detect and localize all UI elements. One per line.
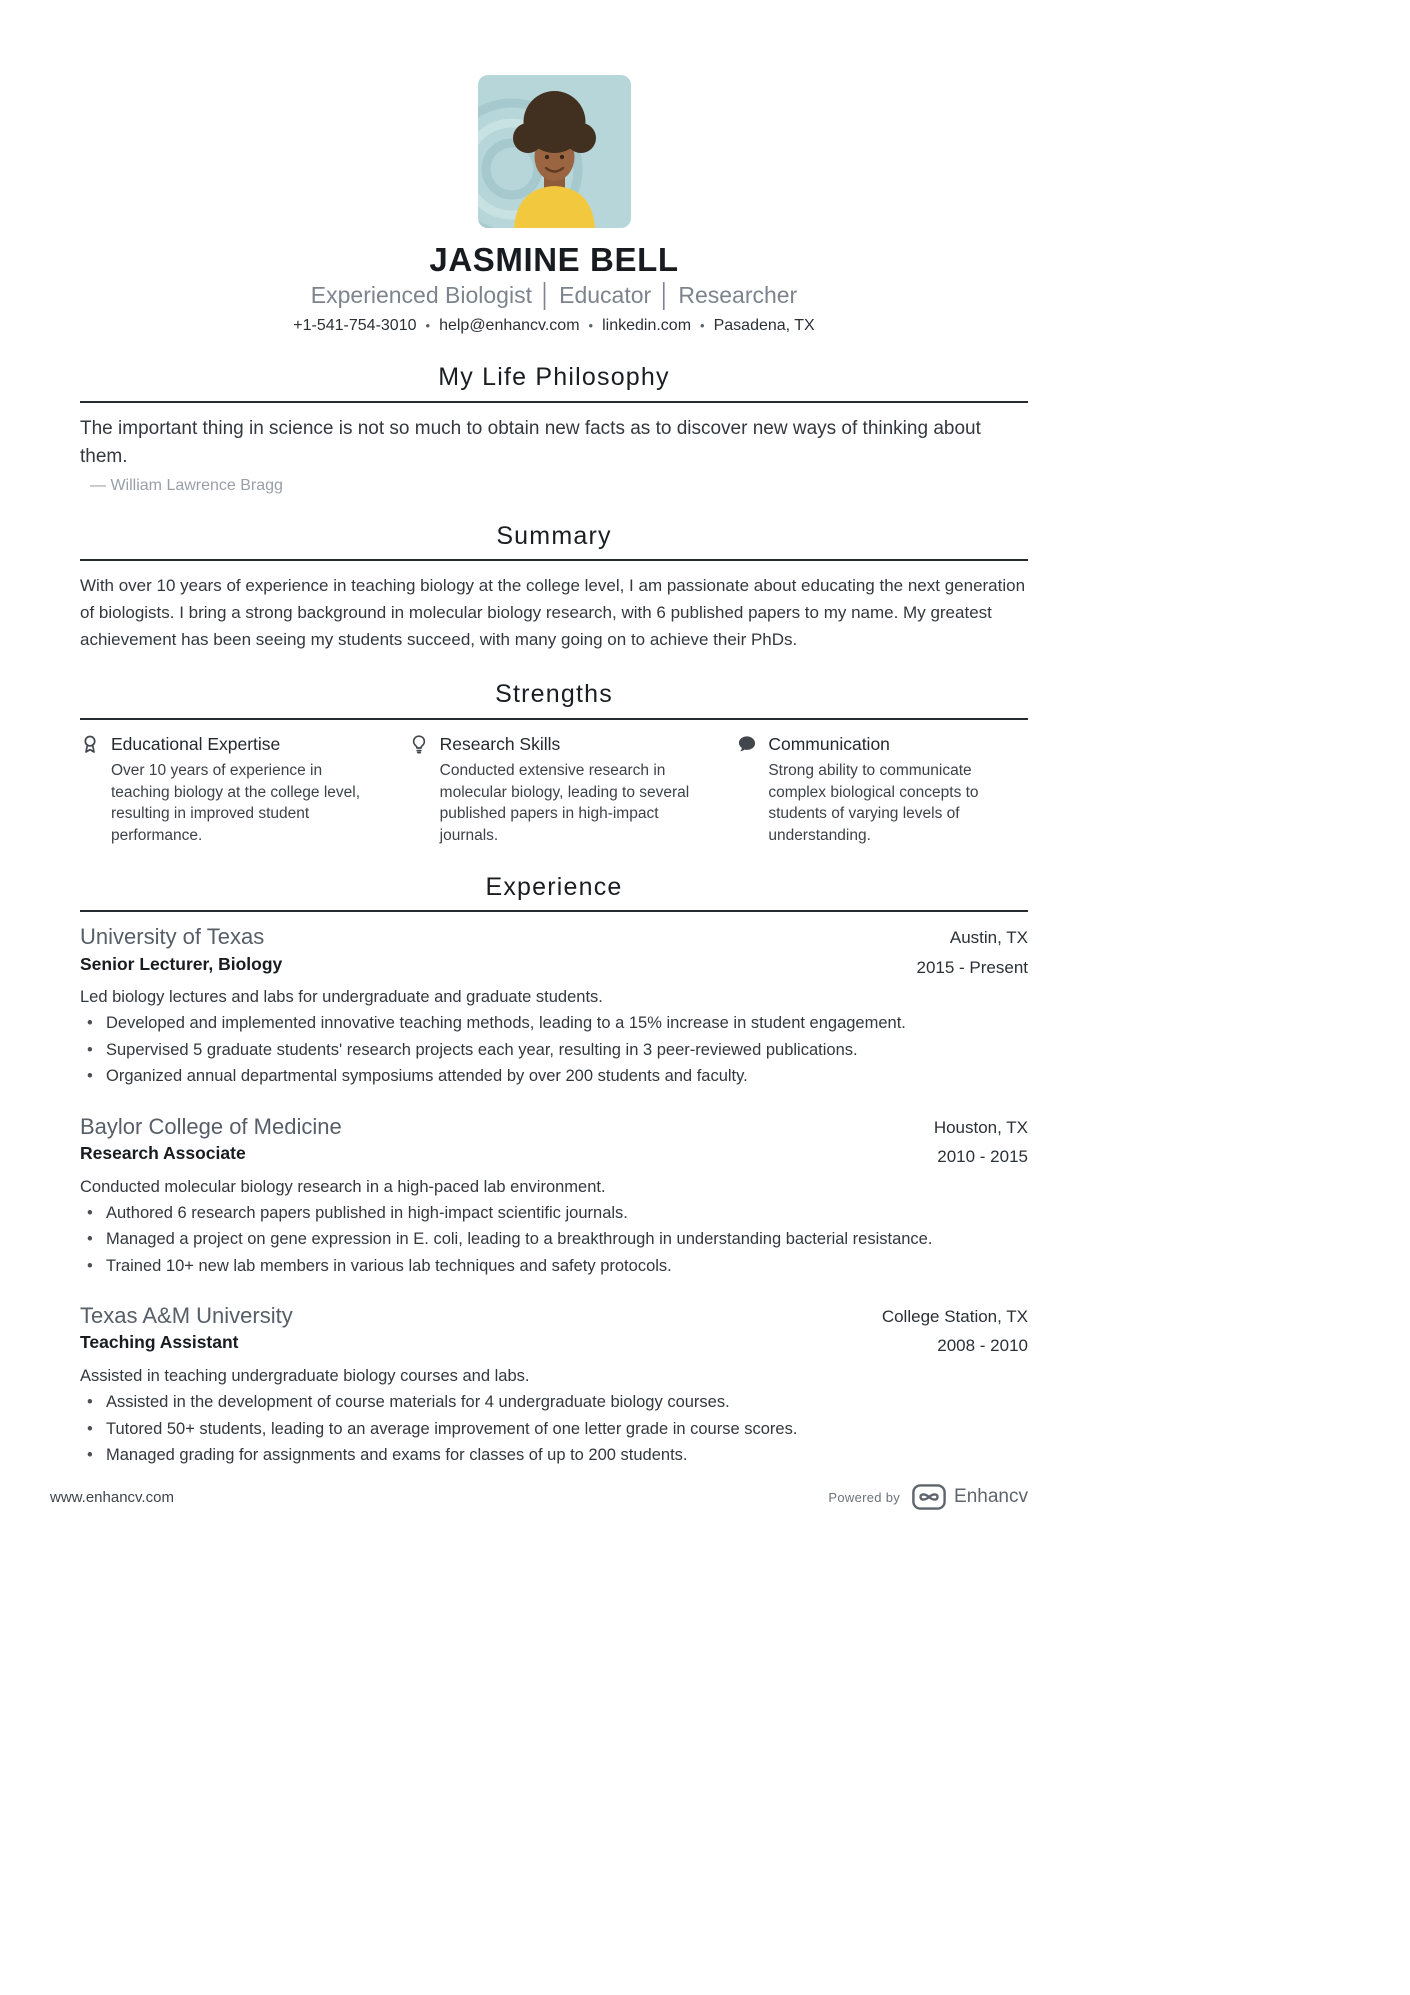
job-title: Teaching Assistant [80,1332,239,1353]
location: Pasadena, TX [713,316,815,334]
job-header-left [80,924,282,974]
strengths-grid [80,734,1028,847]
job-header-right [934,1114,1028,1168]
website-link[interactable]: www.enhancv.com [50,1488,174,1506]
job-dates: 2015 - Present [916,957,1028,977]
bullet-item: • Tutored 50+ students, leading to an average improvement of one letter grade in course scores. [80,1419,1028,1440]
strength-header [80,734,371,754]
strength-text: Conducted extensive research in molecular biology, leading to several published papers in high-impact journals. [439,761,690,844]
job-header [80,924,1028,978]
job-header-right [916,924,1028,978]
bullet-item: • Trained 10+ new lab members in various lab techniques and safety protocols. [80,1256,1028,1277]
strength-title: Communication [768,733,890,754]
strength-title: Research Skills [439,733,561,754]
philosophy-section-title: My Life Philosophy [80,363,1028,403]
separator-dot: • [425,317,431,333]
strength-header [737,734,1028,754]
job-header-left [80,1114,342,1164]
enhancv-logo [912,1484,1028,1510]
job-title: Research Associate [80,1143,246,1164]
job-dates: 2008 - 2010 [937,1336,1028,1356]
job-title: Senior Lecturer, Biology [80,953,283,974]
job-location: College Station, TX [881,1307,1028,1327]
powered-by-label: Powered by [828,1489,901,1505]
contact-row [80,316,1028,335]
section-philosophy [80,363,1028,496]
strength-item [737,734,1028,847]
strength-header [409,734,700,754]
enhancv-logo-icon [912,1484,946,1510]
job-entry [80,924,1028,1087]
strength-item [80,734,371,847]
email-link[interactable]: help@enhancv.com [439,316,580,334]
strengths-section-title: Strengths [80,680,1028,720]
quote-attribution: — William Lawrence Bragg [90,476,283,494]
bullet-item: • Supervised 5 graduate students' research projects each year, resulting in 3 peer-reviewed publications. [80,1040,1028,1061]
strength-text: Strong ability to communicate complex biological concepts to students of varying levels of understanding. [768,761,979,844]
job-bullets [80,1013,1028,1087]
job-bullets [80,1392,1028,1466]
medal-icon [80,734,100,754]
company-name: University of Texas [80,924,265,950]
headline: Experienced Biologist │ Educator │ Researcher [310,282,798,309]
resume-content [80,0,1028,1466]
job-entry [80,1303,1028,1466]
bullet-item: • Developed and implemented innovative teaching methods, leading to a 15% increase in student engagement. [80,1013,1028,1034]
philosophy-quote: The important thing in science is not so much to obtain new facts as to discover new ways of thinking about them. [80,417,981,468]
company-name: Baylor College of Medicine [80,1113,342,1139]
job-dates: 2010 - 2015 [937,1147,1028,1167]
job-header [80,1114,1028,1168]
job-header-right [882,1303,1028,1357]
footer [50,1484,1028,1510]
bullet-item: • Authored 6 research papers published in high-impact scientific journals. [80,1203,1028,1224]
section-summary [80,522,1028,654]
job-header [80,1303,1028,1357]
job-location: Houston, TX [933,1117,1028,1137]
profile-photo [478,75,631,228]
footer-branding [828,1484,1028,1510]
section-strengths [80,680,1028,847]
bullet-item: • Organized annual departmental symposiums attended by over 200 students and faculty. [80,1066,1028,1087]
strength-title: Educational Expertise [111,733,281,754]
job-location: Austin, TX [949,928,1028,948]
section-experience [80,873,1028,1467]
job-entry [80,1114,1028,1277]
bullet-item: • Assisted in the development of course materials for 4 undergraduate biology courses. [80,1392,1028,1413]
name: JASMINE BELL [429,241,679,278]
experience-section-title: Experience [80,873,1028,913]
job-description: Conducted molecular biology research in a high-paced lab environment. [80,1177,606,1196]
job-bullets [80,1203,1028,1277]
job-description: Led biology lectures and labs for undergraduate and graduate students. [80,988,603,1007]
bullet-item: • Managed grading for assignments and exams for classes of up to 200 students. [80,1445,1028,1466]
strength-text: Over 10 years of experience in teaching biology at the college level, resulting in improved student performance. [111,761,361,844]
separator-dot: • [588,317,594,333]
job-header-left [80,1303,293,1353]
header [80,75,1028,335]
avatar-illustration [478,75,631,228]
linkedin-link[interactable]: linkedin.com [602,316,692,334]
enhancv-brand-name: Enhancv [954,1486,1028,1507]
bullet-item: • Managed a project on gene expression in E. coli, leading to a breakthrough in understanding bacterial resistance. [80,1229,1028,1250]
phone: +1-541-754-3010 [293,316,417,334]
company-name: Texas A&M University [80,1303,293,1329]
separator-dot: • [700,317,705,333]
job-description: Assisted in teaching undergraduate biology courses and labs. [80,1366,530,1385]
summary-text: With over 10 years of experience in teaching biology at the college level, I am passionate about educating the next generation of biologists. I bring a strong background in molecular biology research, with 6 published papers to my name. My greatest achievement has been seeing my students succeed, with many going on to achieve their PhDs. [80,576,1026,650]
strength-item [409,734,700,847]
summary-section-title: Summary [80,522,1028,562]
speech-bubble-icon [737,734,757,754]
lightbulb-icon [409,734,429,754]
